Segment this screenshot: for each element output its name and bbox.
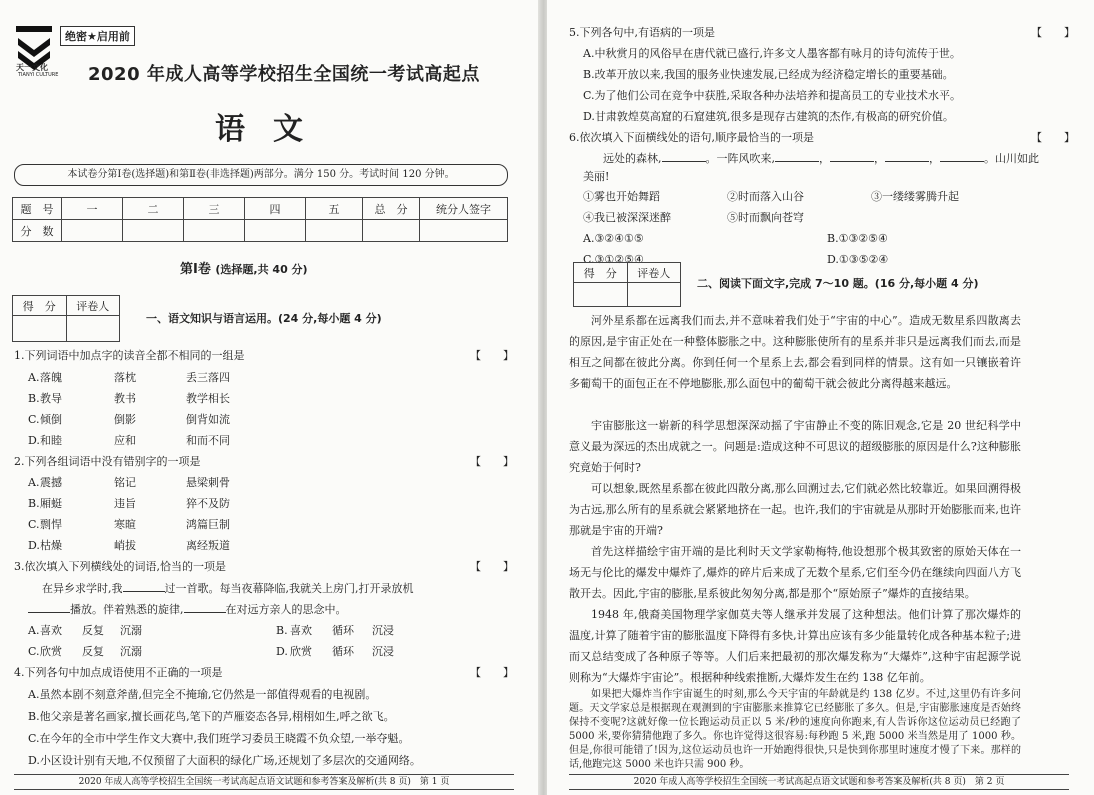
reading-paragraph-6: 如果把大爆炸当作宇宙诞生的时刻,那么今天宇宙的年龄就是约 138 亿岁。不过,这里仍有许多问题。天文学家总是根据现在观测到的宇宙膨胀来推算它已经膨胀了多久。但是,宇宙膨胀速度是否始终保持不变呢?这就好像一位长跑运动员正以 5 米/秒的速度向你跑来,有人告诉你这位运动员已经跑了 5000 米,要你猜猜他跑了多久。你也许觉得这很容易:每秒跑 5 米,跑 5000 米当然是用了 1000 秒。但是,你很可能错了!因为,这位运动员也许一开始跑得很快,只是快到你那里时速度才慢了下来。那样的话,他跑完这 5000 米也许只需 900 秒。 <box>569 689 1021 770</box>
q3-opt-b-3: 沉浸 <box>372 624 394 637</box>
q1-opt-c-1: 倾倒 <box>40 413 62 426</box>
q2-opt-b-3: 猝不及防 <box>186 497 230 510</box>
q1-opt-d-2: 应和 <box>114 434 136 447</box>
reading-paragraph-5: 1948 年,俄裔美国物理学家伽莫夫等人继承并发展了这种想法。他们计算了那次爆炸的温度,计算了随着宇宙的膨胀温度下降得有多快,计算出应该有多少能量转化成各种基本粒子;进而又总结变成了各种原子等等。人们后来把最初的那次爆发称为“大爆炸”,这种宇宙起源学说则称为“大爆炸宇宙论”。根据种种线索推断,大爆炸发生在约 138 亿年前。 <box>569 608 1021 684</box>
q4-option-b: B.他父亲是著名画家,擅长画花鸟,笔下的芦雁姿态各异,栩栩如生,呼之欲飞。 <box>28 710 395 723</box>
score-table-header: 总 分 <box>363 198 420 220</box>
q3-opt-c-1: 欣赏 <box>40 645 62 658</box>
q6-option-b: B.①③②⑤④ <box>827 232 888 245</box>
page-footer: 2020 年成人高等学校招生全国统一考试高起点语文试题和参考答案及解析(共 8 页) 第 1 页 <box>14 774 514 790</box>
question-3-stem: 3.依次填入下列横线处的词语,恰当的一项是 <box>14 560 226 573</box>
q3-opt-a-letter: A. <box>28 624 40 637</box>
score-cell[interactable] <box>123 220 184 242</box>
question-5-stem: 5.下列各句中,有语病的一项是 <box>569 26 715 39</box>
q2-opt-a-2: 铭记 <box>114 476 136 489</box>
q4-option-c: C.在今年的全市中学生作文大赛中,我们班学习委员王晓霞不负众望,一举夺魁。 <box>28 732 410 745</box>
q6-item-5: ⑤时而飘向苍穹 <box>727 211 804 224</box>
logo-text: 天一文化 <box>16 63 48 72</box>
q6-item-3: ③一缕缕雾腾升起 <box>871 190 959 203</box>
q1-opt-c-2: 倒影 <box>114 413 136 426</box>
question-2-stem: 2.下列各组词语中没有错别字的一项是 <box>14 455 201 468</box>
secret-badge: 绝密★启用前 <box>60 26 135 46</box>
q2-opt-c-letter: C. <box>28 518 40 531</box>
grader-score-label: 得 分 <box>574 263 628 283</box>
q6-passage-line1: 远处的森林, 。一阵风吹来, ， ， ， 。山川如此 <box>603 152 1039 165</box>
q1-opt-b-2: 教书 <box>114 392 136 405</box>
q2-opt-a-letter: A. <box>28 476 40 489</box>
q2-opt-a-1: 震撼 <box>40 476 62 489</box>
fill-blank[interactable] <box>830 161 874 162</box>
exam-title: 2020 年成人高等学校招生全国统一考试高起点 <box>88 64 480 85</box>
q1-opt-a-3: 丢三落四 <box>186 371 230 384</box>
q5-option-c: C.为了他们公司在竞争中获胜,采取各种办法培养和提高员工的专业技术水平。 <box>583 89 962 102</box>
q3-opt-a-1: 喜欢 <box>40 624 62 637</box>
q1-opt-b-3: 教学相长 <box>186 392 230 405</box>
grader-box-2 <box>573 262 681 307</box>
q6-passage-line2: 美丽! <box>583 170 610 183</box>
answer-bracket[interactable]: 【 】 <box>470 666 514 679</box>
section-2-title: 二、阅读下面文字,完成 7～10 题。(16 分,每小题 4 分) <box>697 277 979 290</box>
grader-label: 评卷人 <box>66 296 120 316</box>
reading-paragraph-1: 河外星系都在远离我们而去,并不意味着我们处于“宇宙的中心”。造成无数星系四散离去的原因,是宇宙正处在一种整体膨胀之中。这种膨胀使所有的星系并非只是远离我们而去,而是相互之间都在彼此分离。你到任何一个星系上去,都会看到同样的情景。这有如一只镶嵌着许多葡萄干的面包正在不停地膨胀,那么面包中的葡萄干就会彼此分离得越来越远。 <box>569 314 1021 390</box>
fill-blank[interactable] <box>940 161 984 162</box>
q3-opt-b-2: 循环 <box>332 624 354 637</box>
q3-opt-d-2: 循环 <box>332 645 354 658</box>
q5-option-d: D.甘肃敦煌莫高窟的石窟建筑,很多是现存古建筑的杰作,有极高的研究价值。 <box>583 110 954 123</box>
q3-opt-d-1: 欣赏 <box>290 645 312 658</box>
q1-opt-b-1: 教导 <box>40 392 62 405</box>
fill-blank[interactable] <box>885 161 929 162</box>
exam-notice: 本试卷分第Ⅰ卷(选择题)和第Ⅱ卷(非选择题)两部分。满分 150 分。考试时间 120 分钟。 <box>14 164 508 186</box>
q6-option-a: A.③②④①⑤ <box>583 232 644 245</box>
q4-option-d: D.小区设计别有天地,不仅预留了大面积的绿化广场,还规划了多层次的交通网络。 <box>28 754 421 767</box>
q4-option-a: A.虽然本剧不刻意斧凿,但完全不掩瑜,它仍然是一部值得观看的电视剧。 <box>28 688 377 701</box>
q2-opt-b-letter: B. <box>28 497 40 510</box>
q2-opt-b-2: 违旨 <box>114 497 136 510</box>
page-2 <box>547 0 1094 795</box>
q3-opt-a-2: 反复 <box>82 624 104 637</box>
answer-bracket[interactable]: 【 】 <box>470 455 514 468</box>
q1-opt-d-1: 和睦 <box>40 434 62 447</box>
score-table-header: 三 <box>184 198 245 220</box>
score-table-header: 二 <box>123 198 184 220</box>
q3-passage-line2: 播放。伴着熟悉的旋律, 在对远方亲人的思念中。 <box>28 603 347 616</box>
answer-bracket[interactable]: 【 】 <box>1031 26 1075 39</box>
score-cell[interactable] <box>245 220 306 242</box>
q1-opt-a-letter: A. <box>28 371 40 384</box>
q2-opt-a-3: 悬梁刺骨 <box>186 476 230 489</box>
score-cell[interactable] <box>363 220 420 242</box>
q6-item-4: ④我已被深深迷醉 <box>583 211 671 224</box>
q2-opt-c-3: 鸿篇巨制 <box>186 518 230 531</box>
score-table-header: 统分人签字 <box>420 198 508 220</box>
score-cell[interactable] <box>420 220 508 242</box>
page-footer: 2020 年成人高等学校招生全国统一考试高起点语文试题和参考答案及解析(共 8 页) 第 2 页 <box>569 774 1069 790</box>
question-4-stem: 4.下列各句中加点成语使用不正确的一项是 <box>14 666 223 679</box>
q1-opt-c-letter: C. <box>28 413 40 426</box>
q3-opt-d-3: 沉浸 <box>372 645 394 658</box>
score-table-header: 一 <box>62 198 123 220</box>
fill-blank[interactable] <box>662 161 706 162</box>
volume-1-title: 第Ⅰ卷 (选择题,共 40 分) <box>180 262 308 277</box>
q3-opt-c-3: 沉溺 <box>120 645 142 658</box>
score-table <box>12 197 508 242</box>
q3-opt-b-letter: B. <box>276 624 288 637</box>
score-cell[interactable] <box>184 220 245 242</box>
question-6-stem: 6.依次填入下面横线处的语句,顺序最恰当的一项是 <box>569 131 814 144</box>
grader-score-cell[interactable] <box>574 283 628 307</box>
q1-opt-c-3: 倒背如流 <box>186 413 230 426</box>
q1-opt-a-1: 落魄 <box>40 371 62 384</box>
grader-score-label: 得 分 <box>13 296 67 316</box>
reading-paragraph-4: 首先这样描绘宇宙开端的是比利时天文学家勒梅特,他设想那个极其致密的原始天体在一场无与伦比的爆发中爆炸了,爆炸的碎片后来成了无数个星系,它们至今仍在继续向四面八方飞散开去。因此,宇宙的膨胀,星系彼此匆匆分离,都是那个“原始原子”爆炸的直接结果。 <box>569 545 1021 600</box>
q5-option-b: B.改革开放以来,我国的服务业快速发展,已经成为经济稳定增长的重要基础。 <box>583 68 954 81</box>
reading-paragraph-3: 可以想象,既然星系都在彼此四散分离,那么回溯过去,它们就必然比较靠近。如果回溯得极为古远,那么所有的星系就会紧紧地挤在一起。也许,我们的宇宙就是从那时开始膨胀而来,也许那就是宇宙的开端? <box>569 482 1021 537</box>
q3-opt-c-2: 反复 <box>82 645 104 658</box>
q3-passage-line1: 在异乡求学时,我 过一首歌。每当夜幕降临,我就关上房门,打开录放机 <box>42 582 414 595</box>
fill-blank[interactable] <box>28 612 70 613</box>
q2-opt-d-letter: D. <box>28 539 40 552</box>
score-table-header: 五 <box>306 198 363 220</box>
reading-paragraph-2: 宇宙膨胀这一崭新的科学思想深深动摇了宇宙静止不变的陈旧观念,它是 20 世纪科学中意义最为深远的杰出成就之一。问题是:造成这种不可思议的超级膨胀的原因是什么?这种膨胀究竟始于何时? <box>569 419 1021 474</box>
q1-opt-b-letter: B. <box>28 392 40 405</box>
grader-name-cell[interactable] <box>627 283 681 307</box>
q2-opt-c-2: 寒暄 <box>114 518 136 531</box>
question-1-stem: 1.下列词语中加点字的读音全都不相同的一组是 <box>14 349 245 362</box>
grader-score-cell[interactable] <box>13 316 67 342</box>
q2-opt-d-3: 离经叛道 <box>186 539 230 552</box>
score-table-header: 四 <box>245 198 306 220</box>
q1-opt-d-letter: D. <box>28 434 40 447</box>
fill-blank[interactable] <box>775 161 819 162</box>
score-cell[interactable] <box>62 220 123 242</box>
subject-title: 语文 <box>215 112 331 147</box>
fill-blank[interactable] <box>184 612 226 613</box>
q3-opt-b-1: 喜欢 <box>290 624 312 637</box>
q2-opt-c-1: 剽悍 <box>40 518 62 531</box>
grader-label: 评卷人 <box>627 263 681 283</box>
q6-option-d: D.①③⑤②④ <box>827 253 889 266</box>
q5-option-a: A.中秋赏月的风俗早在唐代就已盛行,许多文人墨客都有咏月的诗句流传于世。 <box>583 47 961 60</box>
fill-blank[interactable] <box>123 591 165 592</box>
q2-opt-b-1: 厢蜓 <box>40 497 62 510</box>
q6-item-1: ①雾也开始舞蹈 <box>583 190 660 203</box>
score-row-label: 分 数 <box>13 220 62 242</box>
grader-box <box>12 295 120 342</box>
section-1-title: 一、语文知识与语言运用。(24 分,每小题 4 分) <box>146 312 382 325</box>
q1-opt-a-2: 落枕 <box>114 371 136 384</box>
answer-bracket[interactable]: 【 】 <box>1031 131 1075 144</box>
q6-item-2: ②时而落入山谷 <box>727 190 804 203</box>
score-table-header: 题 号 <box>13 198 62 220</box>
grader-name-cell[interactable] <box>66 316 120 342</box>
score-cell[interactable] <box>306 220 363 242</box>
logo-text-en: TIANYI CULTURE <box>18 72 59 78</box>
q3-opt-c-letter: C. <box>28 645 40 658</box>
page-1 <box>0 0 540 795</box>
answer-bracket[interactable]: 【 】 <box>470 349 514 362</box>
q1-opt-d-3: 和而不同 <box>186 434 230 447</box>
answer-bracket[interactable]: 【 】 <box>470 560 514 573</box>
q3-opt-d-letter: D. <box>276 645 288 658</box>
q2-opt-d-2: 峭拔 <box>114 539 136 552</box>
q2-opt-d-1: 枯燥 <box>40 539 62 552</box>
q3-opt-a-3: 沉溺 <box>120 624 142 637</box>
q6-option-c: C.③①②⑤④ <box>583 253 644 266</box>
